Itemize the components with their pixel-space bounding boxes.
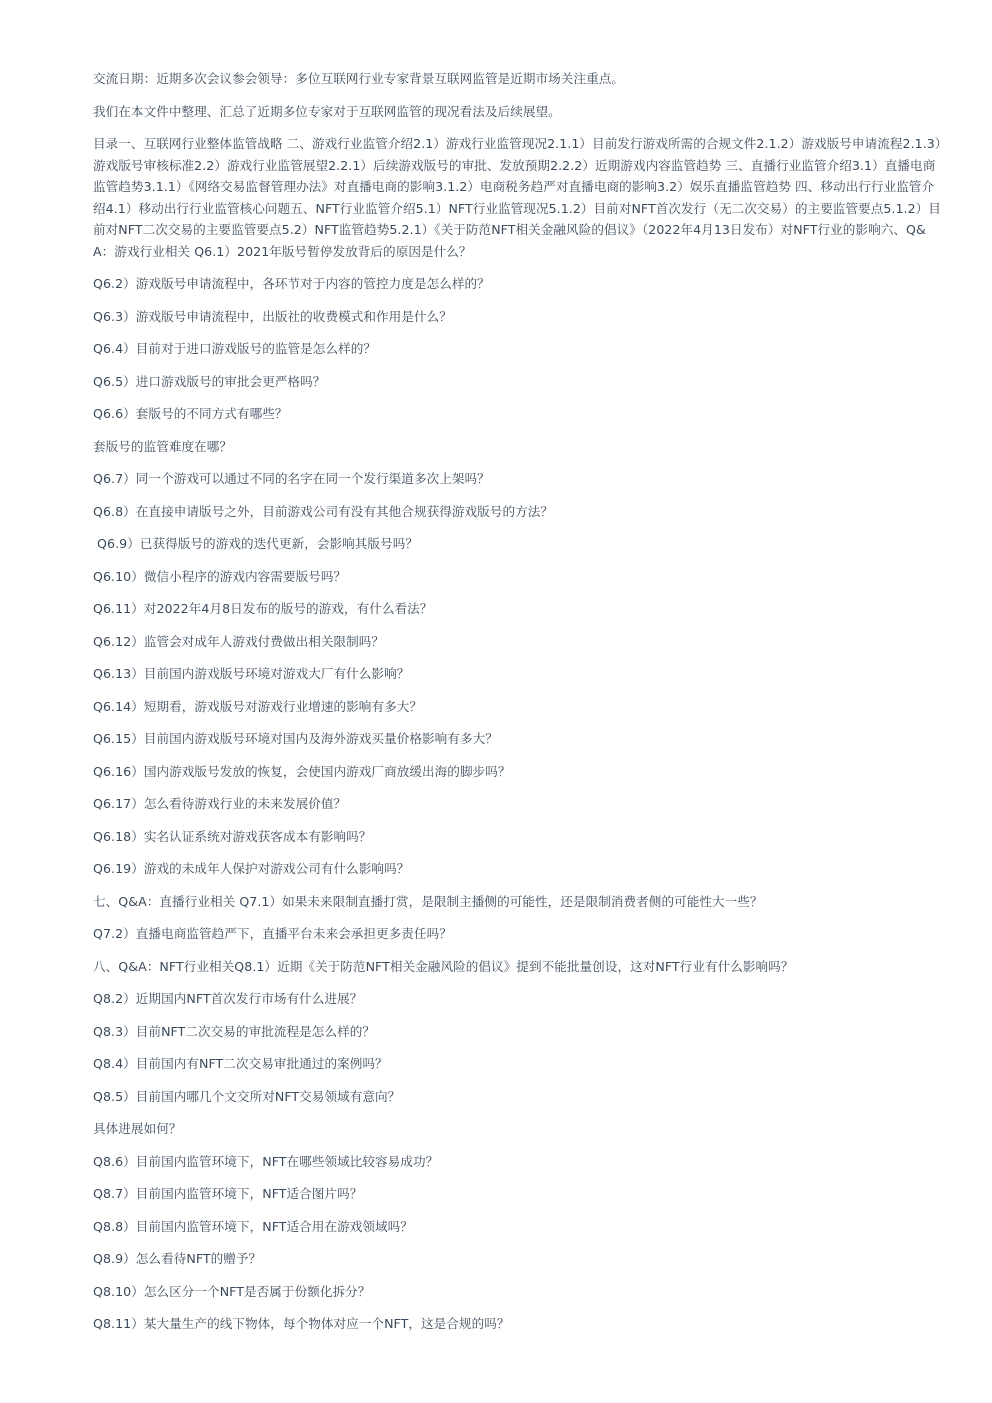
question-q8-5-continued: 具体进展如何？ <box>93 1121 182 1136</box>
question-q8-2: Q8.2）近期国内NFT首次发行市场有什么进展？ <box>93 991 363 1006</box>
question-q6-13: Q6.13）目前国内游戏版号环境对游戏大厂有什么影响？ <box>93 666 410 681</box>
question-q7-1: 七、Q&A：直播行业相关 Q7.1）如果未来限制直播打赏，是限制主播侧的可能性，还是限制消费者侧的可能性大一些？ <box>93 893 763 909</box>
question-q8-3: Q8.3）目前NFT二次交易的审批流程是怎么样的？ <box>93 1023 376 1039</box>
question-q6-19: Q6.19）游戏的未成年人保护对游戏公司有什么影响吗？ <box>93 861 410 876</box>
question-q8-6: Q8.6）目前国内监管环境下，NFT在哪些领域比较容易成功？ <box>93 1153 439 1169</box>
question-q6-15: Q6.15）目前国内游戏版号环境对国内及海外游戏买量价格影响有多大？ <box>93 731 498 746</box>
table-of-contents-paragraph: 目录一、互联网行业整体监管战略 二、游戏行业监管介绍2.1）游戏行业监管现况2.1.1）目前发行游戏所需的合规文件2.1.2）游戏版号申请流程2.1.3）游戏版号审核标准2.2）游戏行业监管展望2.2.1）后续游戏版号的审批、发放预期2.2.2）近期游戏内容监管趋势 三、直播行业监管介绍3.1）直播电商监管趋势3.1.1）《网络交易监督管理办法》对直播电商的影响3.1.2）电商税务趋严对直播电商的影响3.2）娱乐直播监管趋势 四、移动出行行业监管介绍4.1）移动出行行业监管核心问题五、NFT行业监管介绍5.1）NFT行业监管现况5.1.2）目前对NFT首次发行（无二次交易）的主要监管要点5.1.2）目前对NFT二次交易的主要监管要点5.2）NFT监管趋势5.2.1）《关于防范NFT相关金融风险的倡议》（2022年4月13日发布）对NFT行业的影响六、Q&A：游戏行业相关 Q6.1）2021年版号暂停发放背后的原因是什么？ <box>93 136 942 259</box>
question-q8-1: 八、Q&A：NFT行业相关Q8.1）近期《关于防范NFT相关金融风险的倡议》提到不能批量创设，这对NFT行业有什么影响吗？ <box>93 958 794 974</box>
question-q6-8: Q6.8）在直接申请版号之外，目前游戏公司有没有其他合规获得游戏版号的方法？ <box>93 503 554 519</box>
question-q6-14: Q6.14）短期看，游戏版号对游戏行业增速的影响有多大？ <box>93 698 423 714</box>
question-q6-6-continued: 套版号的监管难度在哪？ <box>93 438 233 454</box>
question-q6-5: Q6.5）进口游戏版号的审批会更严格吗？ <box>93 373 326 389</box>
question-q6-2: Q6.2）游戏版号申请流程中，各环节对于内容的管控力度是怎么样的？ <box>93 276 490 291</box>
question-q6-11: Q6.11）对2022年4月8日发布的版号的游戏，有什么看法？ <box>93 601 433 616</box>
question-q6-4: Q6.4）目前对于进口游戏版号的监管是怎么样的？ <box>93 341 377 356</box>
question-q6-10: Q6.10）微信小程序的游戏内容需要版号吗？ <box>93 568 347 584</box>
question-q6-12: Q6.12）监管会对成年人游戏付费做出相关限制吗？ <box>93 633 385 649</box>
question-q6-9: Q6.9）已获得版号的游戏的迭代更新，会影响其版号吗？ <box>93 536 418 551</box>
question-q6-7: Q6.7）同一个游戏可以通过不同的名字在同一个发行渠道多次上架吗？ <box>93 471 490 486</box>
question-q8-10: Q8.10）怎么区分一个NFT是否属于份额化拆分？ <box>93 1283 371 1299</box>
question-q8-7: Q8.7）目前国内监管环境下，NFT适合图片吗？ <box>93 1186 363 1201</box>
question-q6-17: Q6.17）怎么看待游戏行业的未来发展价值？ <box>93 796 347 811</box>
question-q6-16: Q6.16）国内游戏版号发放的恢复，会使国内游戏厂商放缓出海的脚步吗？ <box>93 763 511 779</box>
question-q8-4: Q8.4）目前国内有NFT二次交易审批通过的案例吗？ <box>93 1056 388 1071</box>
question-q8-9: Q8.9）怎么看待NFT的赠予？ <box>93 1251 262 1266</box>
question-q8-11: Q8.11）某大量生产的线下物体，每个物体对应一个NFT，这是合规的吗？ <box>93 1316 510 1331</box>
summary-paragraph: 我们在本文件中整理、汇总了近期多位专家对于互联网监管的现况看法及后续展望。 <box>93 103 561 119</box>
question-q6-6: Q6.6）套版号的不同方式有哪些？ <box>93 406 288 421</box>
question-q6-3: Q6.3）游戏版号申请流程中，出版社的收费模式和作用是什么？ <box>93 308 452 324</box>
document-body <box>93 68 945 1346</box>
question-q6-18: Q6.18）实名认证系统对游戏获客成本有影响吗？ <box>93 828 372 844</box>
meeting-date-paragraph: 交流日期：近期多次会议参会领导：多位互联网行业专家背景互联网监管是近期市场关注重点。 <box>93 71 625 86</box>
question-q7-2: Q7.2）直播电商监管趋严下，直播平台未来会承担更多责任吗？ <box>93 926 452 941</box>
question-q8-5: Q8.5）目前国内哪几个文交所对NFT交易领域有意向？ <box>93 1088 401 1104</box>
question-q8-8: Q8.8）目前国内监管环境下，NFT适合用在游戏领域吗？ <box>93 1218 413 1234</box>
